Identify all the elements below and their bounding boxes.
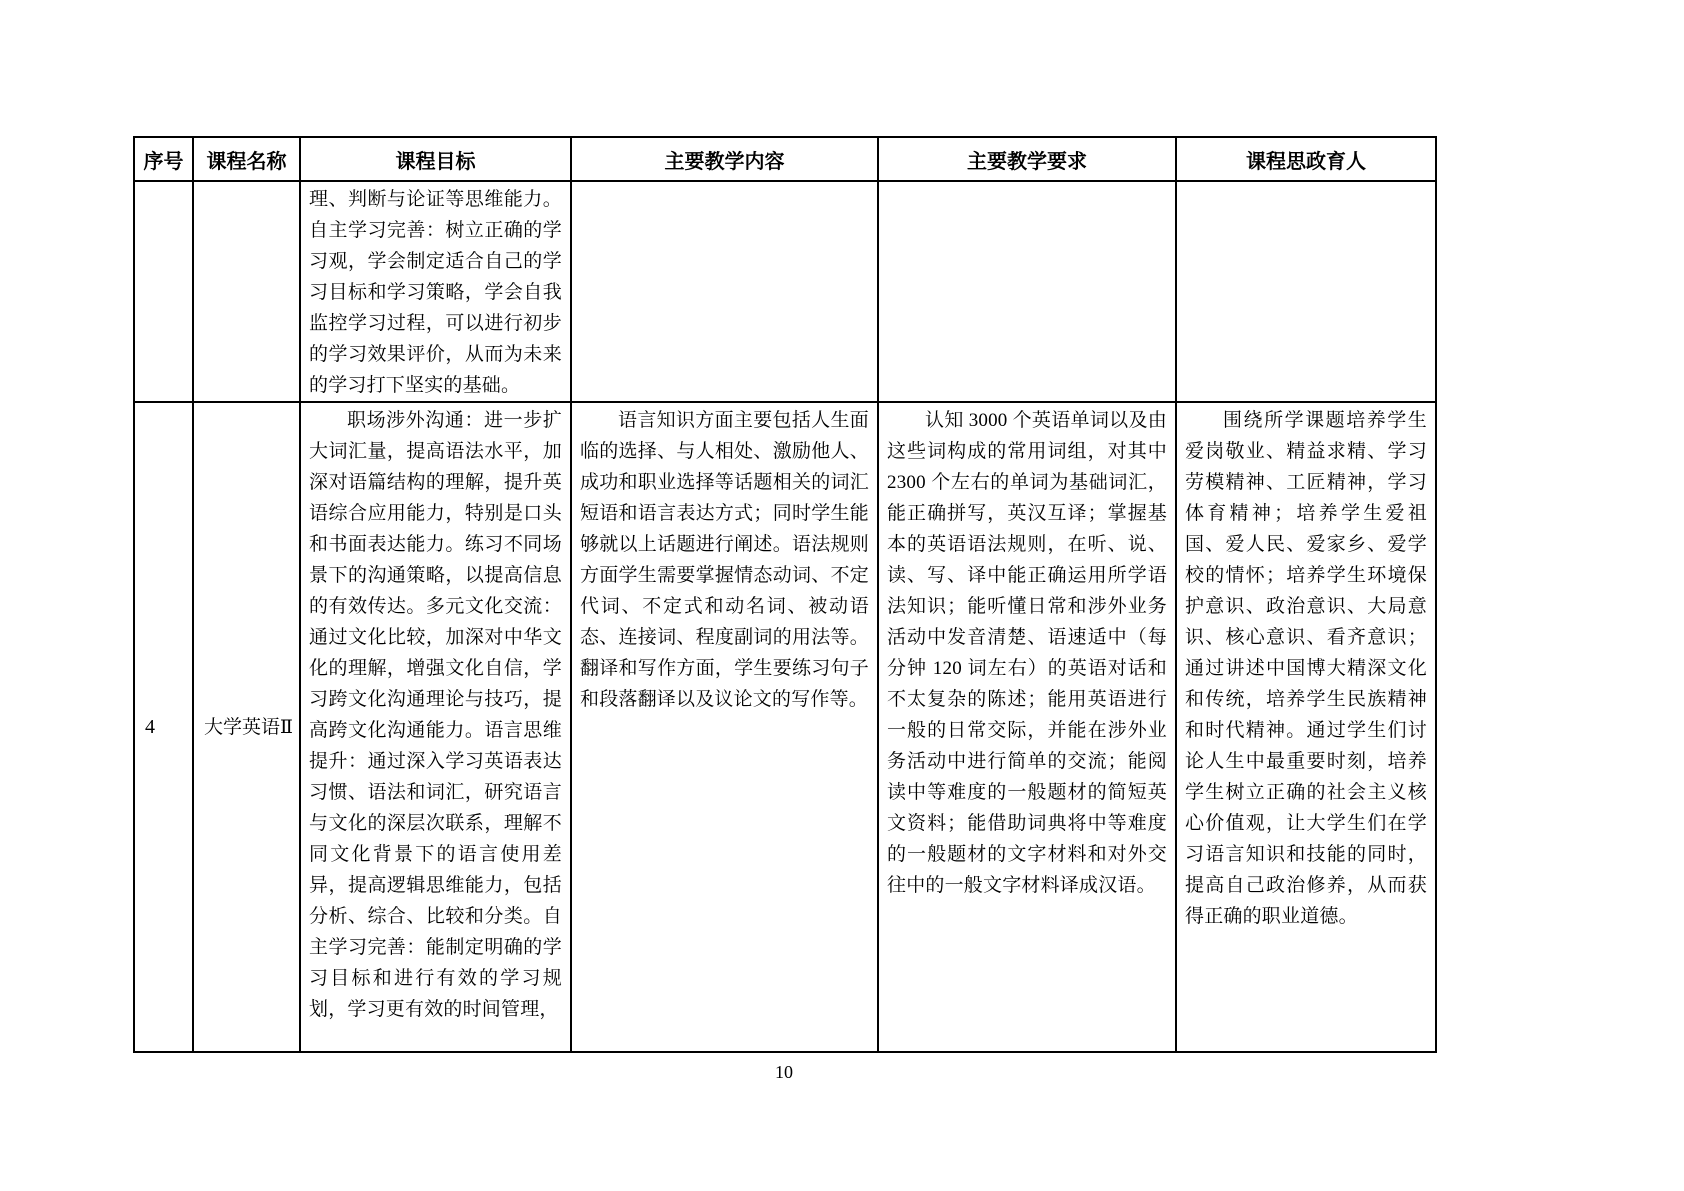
cell-course-name (193, 181, 300, 402)
page-number: 10 (775, 1062, 793, 1082)
cell-objectives: 职场涉外沟通：进一步扩大词汇量，提高语法水平，加深对语篇结构的理解，提升英语综合应用能力，特别是口头和书面表达能力。练习不同场景下的沟通策略，以提高信息的有效传达。多元文化交流：通过文化比较，加深对中华文化的理解，增强文化自信，学习跨文化沟通理论与技巧，提高跨文化沟通能力。语言思维提升：通过深入学习英语表达习惯、语法和词汇，研究语言与文化的深层次联系，理解不同文化背景下的语言使用差异，提高逻辑思维能力，包括分析、综合、比较和分类。自主学习完善：能制定明确的学习目标和进行有效的学习规划，学习更有效的时间管理， (300, 402, 571, 1052)
header-content: 主要教学内容 (571, 137, 878, 181)
cell-seq: 4 (134, 402, 193, 1052)
header-objectives: 课程目标 (300, 137, 571, 181)
course-table (133, 136, 1437, 1053)
cell-content (571, 181, 878, 402)
cell-course-name: 大学英语Ⅱ (193, 402, 300, 1052)
header-course-name: 课程名称 (193, 137, 300, 181)
cell-seq (134, 181, 193, 402)
cell-ideology (1176, 181, 1436, 402)
cell-objectives: 理、判断与论证等思维能力。自主学习完善：树立正确的学习观，学会制定适合自己的学习目标和学习策略，学会自我监控学习过程，可以进行初步的学习效果评价，从而为未来的学习打下坚实的基础。 (300, 181, 571, 402)
header-seq: 序号 (134, 137, 193, 181)
header-ideology: 课程思政育人 (1176, 137, 1436, 181)
cell-requirements (878, 181, 1176, 402)
table-header-row (134, 137, 1436, 181)
table-row-course-4 (134, 402, 1436, 1052)
cell-ideology: 围绕所学课题培养学生爱岗敬业、精益求精、学习劳模精神、工匠精神，学习体育精神；培养学生爱祖国、爱人民、爱家乡、爱学校的情怀；培养学生环境保护意识、政治意识、大局意识、核心意识、看齐意识；通过讲述中国博大精深文化和传统，培养学生民族精神和时代精神。通过学生们讨论人生中最重要时刻，培养学生树立正确的社会主义核心价值观，让大学生们在学习语言知识和技能的同时，提高自己政治修养，从而获得正确的职业道德。 (1176, 402, 1436, 1052)
cell-content: 语言知识方面主要包括人生面临的选择、与人相处、激励他人、成功和职业选择等话题相关的词汇短语和语言表达方式；同时学生能够就以上话题进行阐述。语法规则方面学生需要掌握情态动词、不定代词、不定式和动名词、被动语态、连接词、程度副词的用法等。翻译和写作方面，学生要练习句子和段落翻译以及议论文的写作等。 (571, 402, 878, 1052)
table-row-continuation (134, 181, 1436, 402)
header-requirements: 主要教学要求 (878, 137, 1176, 181)
cell-requirements: 认知 3000 个英语单词以及由这些词构成的常用词组，对其中 2300 个左右的单词为基础词汇，能正确拼写，英汉互译；掌握基本的英语语法规则，在听、说、读、写、译中能正确运用所学语法知识；能听懂日常和涉外业务活动中发音清楚、语速适中（每分钟 120 词左右）的英语对话和不太复杂的陈述；能用英语进行一般的日常交际，并能在涉外业务活动中进行简单的交流；能阅读中等难度的一般题材的简短英文资料；能借助词典将中等难度的一般题材的文字材料和对外交往中的一般文字材料译成汉语。 (878, 402, 1176, 1052)
